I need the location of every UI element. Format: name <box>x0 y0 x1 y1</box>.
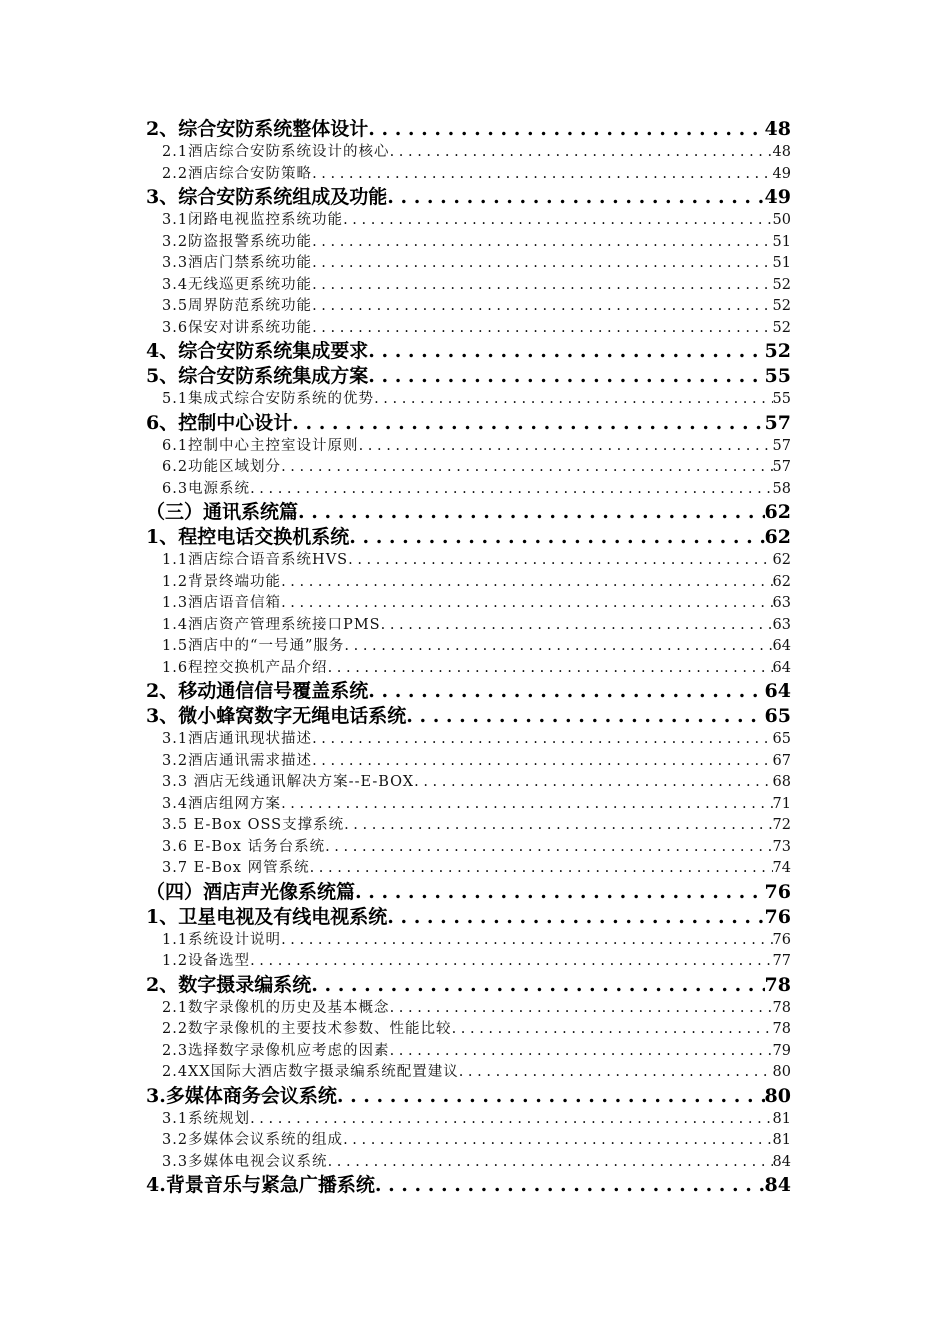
toc-entry-title: 3.5周界防范系统功能 <box>162 298 313 314</box>
toc-page-number: 52 <box>764 340 791 362</box>
toc-entry-title: 3.3 酒店无线通讯解决方案--E-BOX <box>162 774 415 790</box>
toc-page-number: 57 <box>772 437 791 454</box>
toc-leader-dots <box>281 794 772 816</box>
toc-leader-dots <box>250 479 772 501</box>
toc-leader-dots <box>312 253 772 275</box>
toc-page-number: 52 <box>772 298 791 314</box>
toc-entry-title: 6.3电源系统 <box>162 480 251 497</box>
toc-entry-section[interactable] <box>146 1173 791 1198</box>
toc-entry-title: （四）酒店声光像系统篇 <box>146 880 356 903</box>
toc-entry-subsection[interactable] <box>146 794 791 816</box>
toc-page-number: 78 <box>764 973 791 996</box>
toc-entry-title: 3.7 E-Box 网管系统 <box>162 860 310 876</box>
toc-leader-dots <box>459 1062 773 1084</box>
toc-entry-title: 4、综合安防系统集成要求 <box>146 340 369 362</box>
toc-page-number: 64 <box>764 680 791 702</box>
toc-leader-dots <box>281 457 772 479</box>
toc-entry-title: 3.多媒体商务会议系统 <box>146 1084 337 1107</box>
toc-entry-title: 2.2酒店综合安防策略 <box>162 165 313 182</box>
toc-leader-dots <box>312 751 772 773</box>
toc-entry-subsection[interactable] <box>146 615 791 637</box>
toc-leader-dots <box>250 1109 772 1131</box>
toc-entry-title: 1、卫星电视及有线电视系统 <box>146 905 388 928</box>
toc-page-number: 71 <box>772 795 791 812</box>
toc-entry-section[interactable] <box>146 117 791 142</box>
toc-entry-title: 4.背景音乐与紧急广播系统 <box>146 1174 375 1196</box>
toc-page-number: 68 <box>772 774 791 790</box>
toc-entry-subsection[interactable] <box>146 164 791 186</box>
toc-entry-subsection[interactable] <box>146 858 791 880</box>
toc-page-number: 67 <box>772 752 791 769</box>
toc-entry-section[interactable] <box>146 411 791 436</box>
toc-page-number: 49 <box>772 165 791 182</box>
toc-entry-title: 1.2设备选型 <box>162 953 251 969</box>
toc-entry-title: 5.1集成式综合安防系统的优势 <box>162 391 375 407</box>
toc-page-number: 51 <box>772 255 791 271</box>
toc-page-number: 48 <box>772 144 791 160</box>
toc-leader-dots <box>387 905 764 930</box>
toc-entry-subsection[interactable] <box>146 253 791 275</box>
toc-leader-dots <box>310 858 773 880</box>
toc-leader-dots <box>312 164 772 186</box>
toc-entry-title: 3.6保安对讲系统功能 <box>162 319 313 336</box>
toc-entry-title: 3.2防盗报警系统功能 <box>162 233 313 250</box>
toc-leader-dots <box>390 142 773 164</box>
toc-entry-subsection[interactable] <box>146 389 791 411</box>
toc-entry-title: 1.1系统设计说明 <box>162 931 282 948</box>
toc-entry-section[interactable] <box>146 679 791 704</box>
toc-entry-subsection[interactable] <box>146 951 791 973</box>
toc-page-number: 48 <box>764 118 791 140</box>
toc-entry-section[interactable] <box>146 339 791 364</box>
toc-page-number: 65 <box>772 731 791 747</box>
toc-leader-dots <box>312 296 772 318</box>
toc-entry-title: 2.1数字录像机的历史及基本概念 <box>162 999 390 1016</box>
toc-entry-subsection[interactable] <box>146 636 791 658</box>
toc-entry-subsection[interactable] <box>146 142 791 164</box>
toc-entry-subsection[interactable] <box>146 1019 791 1041</box>
toc-entry-subsection[interactable] <box>146 930 791 952</box>
toc-entry-subsection[interactable] <box>146 729 791 751</box>
toc-entry-title: 2.3选择数字录像机应考虑的因素 <box>162 1042 390 1059</box>
toc-page-number: 63 <box>772 616 791 633</box>
toc-entry-subsection[interactable] <box>146 593 791 615</box>
toc-entry-subsection[interactable] <box>146 318 791 340</box>
toc-entry-section[interactable] <box>146 973 791 998</box>
toc-entry-subsection[interactable] <box>146 296 791 318</box>
toc-entry-title: 2、数字摄录编系统 <box>146 973 312 996</box>
toc-leader-dots <box>292 411 764 436</box>
toc-leader-dots <box>387 185 764 210</box>
toc-leader-dots <box>368 364 764 389</box>
toc-entry-title: 1.1酒店综合语音系统HVS <box>162 552 349 568</box>
toc-entry-title: 3.4酒店组网方案 <box>162 795 282 812</box>
toc-leader-dots <box>390 998 773 1020</box>
toc-entry-title: 3.1酒店通讯现状描述 <box>162 731 313 747</box>
toc-page-number: 84 <box>772 1153 791 1170</box>
toc-page-number: 64 <box>772 638 791 654</box>
toc-entry-subsection[interactable] <box>146 772 791 794</box>
toc-leader-dots <box>298 500 765 525</box>
toc-page-number: 79 <box>772 1042 791 1059</box>
toc-page-number: 76 <box>772 931 791 948</box>
toc-entry-subsection[interactable] <box>146 210 791 232</box>
toc-entry-subsection[interactable] <box>146 815 791 837</box>
toc-entry-title: 2.1酒店综合安防系统设计的核心 <box>162 144 390 160</box>
toc-leader-dots <box>355 880 765 905</box>
toc-entry-title: 3.3多媒体电视会议系统 <box>162 1153 328 1170</box>
toc-entry-title: 6.1控制中心主控室设计原则 <box>162 437 359 454</box>
toc-page-number: 76 <box>764 905 791 928</box>
toc-leader-dots <box>328 658 773 680</box>
toc-leader-dots <box>312 729 772 751</box>
toc-entry-title: 3.2酒店通讯需求描述 <box>162 752 313 769</box>
toc-leader-dots <box>343 1130 772 1152</box>
toc-entry-title: 3.3酒店门禁系统功能 <box>162 255 313 271</box>
toc-page-number: 58 <box>772 480 791 497</box>
toc-page-number: 55 <box>764 365 791 387</box>
toc-page-number: 64 <box>772 659 791 676</box>
toc-entry-subsection[interactable] <box>146 998 791 1020</box>
toc-entry-subsection[interactable] <box>146 751 791 773</box>
toc-leader-dots <box>381 615 773 637</box>
toc-leader-dots <box>344 815 772 837</box>
toc-entry-title: 2.4XX国际大酒店数字摄录编系统配置建议 <box>162 1064 459 1080</box>
toc-entry-subsection[interactable] <box>146 457 791 479</box>
toc-entry-title: 3.5 E-Box OSS支撑系统 <box>162 817 345 833</box>
toc-entry-subsection[interactable] <box>146 658 791 680</box>
toc-page-number: 73 <box>772 838 791 855</box>
toc-page-number: 76 <box>764 880 791 903</box>
toc-entry-title: 6.2功能区域划分 <box>162 459 282 475</box>
toc-page-number: 74 <box>772 860 791 876</box>
toc-entry-title: 1.3酒店语音信箱 <box>162 595 282 611</box>
toc-leader-dots <box>250 951 772 973</box>
toc-entry-subsection[interactable] <box>146 1062 791 1084</box>
toc-leader-dots <box>374 389 772 411</box>
toc-entry-title: 3、微小蜂窝数字无绳电话系统 <box>146 705 407 727</box>
toc-entry-title: 1.5酒店中的“一号通”服务 <box>162 638 345 654</box>
toc-entry-subsection[interactable] <box>146 436 791 458</box>
toc-entry-title: 1、程控电话交换机系统 <box>146 526 350 548</box>
toc-page-number: 57 <box>772 459 791 475</box>
toc-leader-dots <box>325 837 772 859</box>
toc-leader-dots <box>337 1084 765 1109</box>
toc-page-number: 62 <box>772 552 791 568</box>
toc-entry-subsection[interactable] <box>146 479 791 501</box>
toc-leader-dots <box>311 973 764 998</box>
toc-page-number: 84 <box>764 1174 791 1196</box>
toc-leader-dots <box>343 210 772 232</box>
toc-entry-title: （三）通讯系统篇 <box>146 501 299 523</box>
toc-leader-dots <box>375 1173 765 1198</box>
toc-entry-subsection[interactable] <box>146 1109 791 1131</box>
toc-entry-subsection[interactable] <box>146 1130 791 1152</box>
toc-entry-section[interactable] <box>146 364 791 389</box>
toc-entry-section[interactable] <box>146 525 791 550</box>
toc-entry-subsection[interactable] <box>146 1152 791 1174</box>
toc-entry-title: 6、控制中心设计 <box>146 411 293 434</box>
toc-entry-title: 3.4无线巡更系统功能 <box>162 276 313 293</box>
toc-entry-section[interactable] <box>146 1084 791 1109</box>
toc-page-number: 72 <box>772 817 791 833</box>
toc-page-number: 52 <box>772 319 791 336</box>
toc-page-number: 77 <box>772 953 791 969</box>
toc-leader-dots <box>281 930 772 952</box>
toc-entry-title: 5、综合安防系统集成方案 <box>146 365 369 387</box>
toc-entry-title: 1.6程控交换机产品介绍 <box>162 659 328 676</box>
toc-entry-title: 1.4酒店资产管理系统接口PMS <box>162 616 381 633</box>
toc-leader-dots <box>348 550 772 572</box>
toc-page-number: 78 <box>772 1021 791 1037</box>
toc-page-number: 63 <box>772 595 791 611</box>
toc-entry-subsection[interactable] <box>146 837 791 859</box>
toc-leader-dots <box>281 572 772 594</box>
toc-entry-title: 3.1闭路电视监控系统功能 <box>162 212 344 228</box>
toc-entry-section[interactable] <box>146 500 791 525</box>
toc-page-number: 80 <box>772 1064 791 1080</box>
toc-page-number: 50 <box>772 212 791 228</box>
toc-leader-dots <box>452 1019 773 1041</box>
toc-entry-subsection[interactable] <box>146 572 791 594</box>
toc-entry-title: 2.2数字录像机的主要技术参数、性能比较 <box>162 1021 452 1037</box>
toc-entry-section[interactable] <box>146 880 791 905</box>
toc-leader-dots <box>312 275 772 297</box>
toc-page-number: 49 <box>764 186 791 208</box>
toc-leader-dots <box>281 593 772 615</box>
toc-leader-dots <box>359 436 773 458</box>
toc-entry-subsection[interactable] <box>146 275 791 297</box>
toc-page-number: 62 <box>764 501 791 523</box>
toc-page-number: 81 <box>772 1110 791 1127</box>
toc-entry-title: 2、移动通信信号覆盖系统 <box>146 680 369 702</box>
toc-page-number: 55 <box>772 391 791 407</box>
toc-entry-title: 1.2背景终端功能 <box>162 573 282 590</box>
toc-entry-section[interactable] <box>146 905 791 930</box>
toc-page-number: 78 <box>772 999 791 1016</box>
toc-leader-dots <box>414 772 772 794</box>
toc-entry-section[interactable] <box>146 185 791 210</box>
toc-leader-dots <box>368 679 764 704</box>
toc-entry-title: 3.6 E-Box 话务台系统 <box>162 838 326 855</box>
toc-entry-title: 3.2多媒体会议系统的组成 <box>162 1132 344 1148</box>
toc-page-number: 52 <box>772 276 791 293</box>
toc-leader-dots <box>328 1152 773 1174</box>
toc-leader-dots <box>390 1041 773 1063</box>
toc-leader-dots <box>406 704 764 729</box>
toc-leader-dots <box>368 339 764 364</box>
toc-page-number: 81 <box>772 1132 791 1148</box>
toc-page-number: 80 <box>764 1084 791 1107</box>
toc-page-number: 62 <box>772 573 791 590</box>
toc-page-number: 51 <box>772 233 791 250</box>
toc-entry-title: 3、综合安防系统组成及功能 <box>146 186 388 208</box>
toc-entry-subsection[interactable] <box>146 232 791 254</box>
toc-page-number: 62 <box>764 526 791 548</box>
toc-entry-section[interactable] <box>146 704 791 729</box>
toc-leader-dots <box>312 232 772 254</box>
toc-page-number: 65 <box>764 705 791 727</box>
toc-entry-subsection[interactable] <box>146 1041 791 1063</box>
toc-entry-subsection[interactable] <box>146 550 791 572</box>
table-of-contents <box>146 117 791 1198</box>
toc-entry-title: 3.1系统规划 <box>162 1110 251 1127</box>
toc-page-number: 57 <box>764 411 791 434</box>
toc-leader-dots <box>344 636 772 658</box>
toc-leader-dots <box>349 525 764 550</box>
toc-leader-dots <box>368 117 764 142</box>
toc-entry-title: 2、综合安防系统整体设计 <box>146 118 369 140</box>
toc-leader-dots <box>312 318 772 340</box>
